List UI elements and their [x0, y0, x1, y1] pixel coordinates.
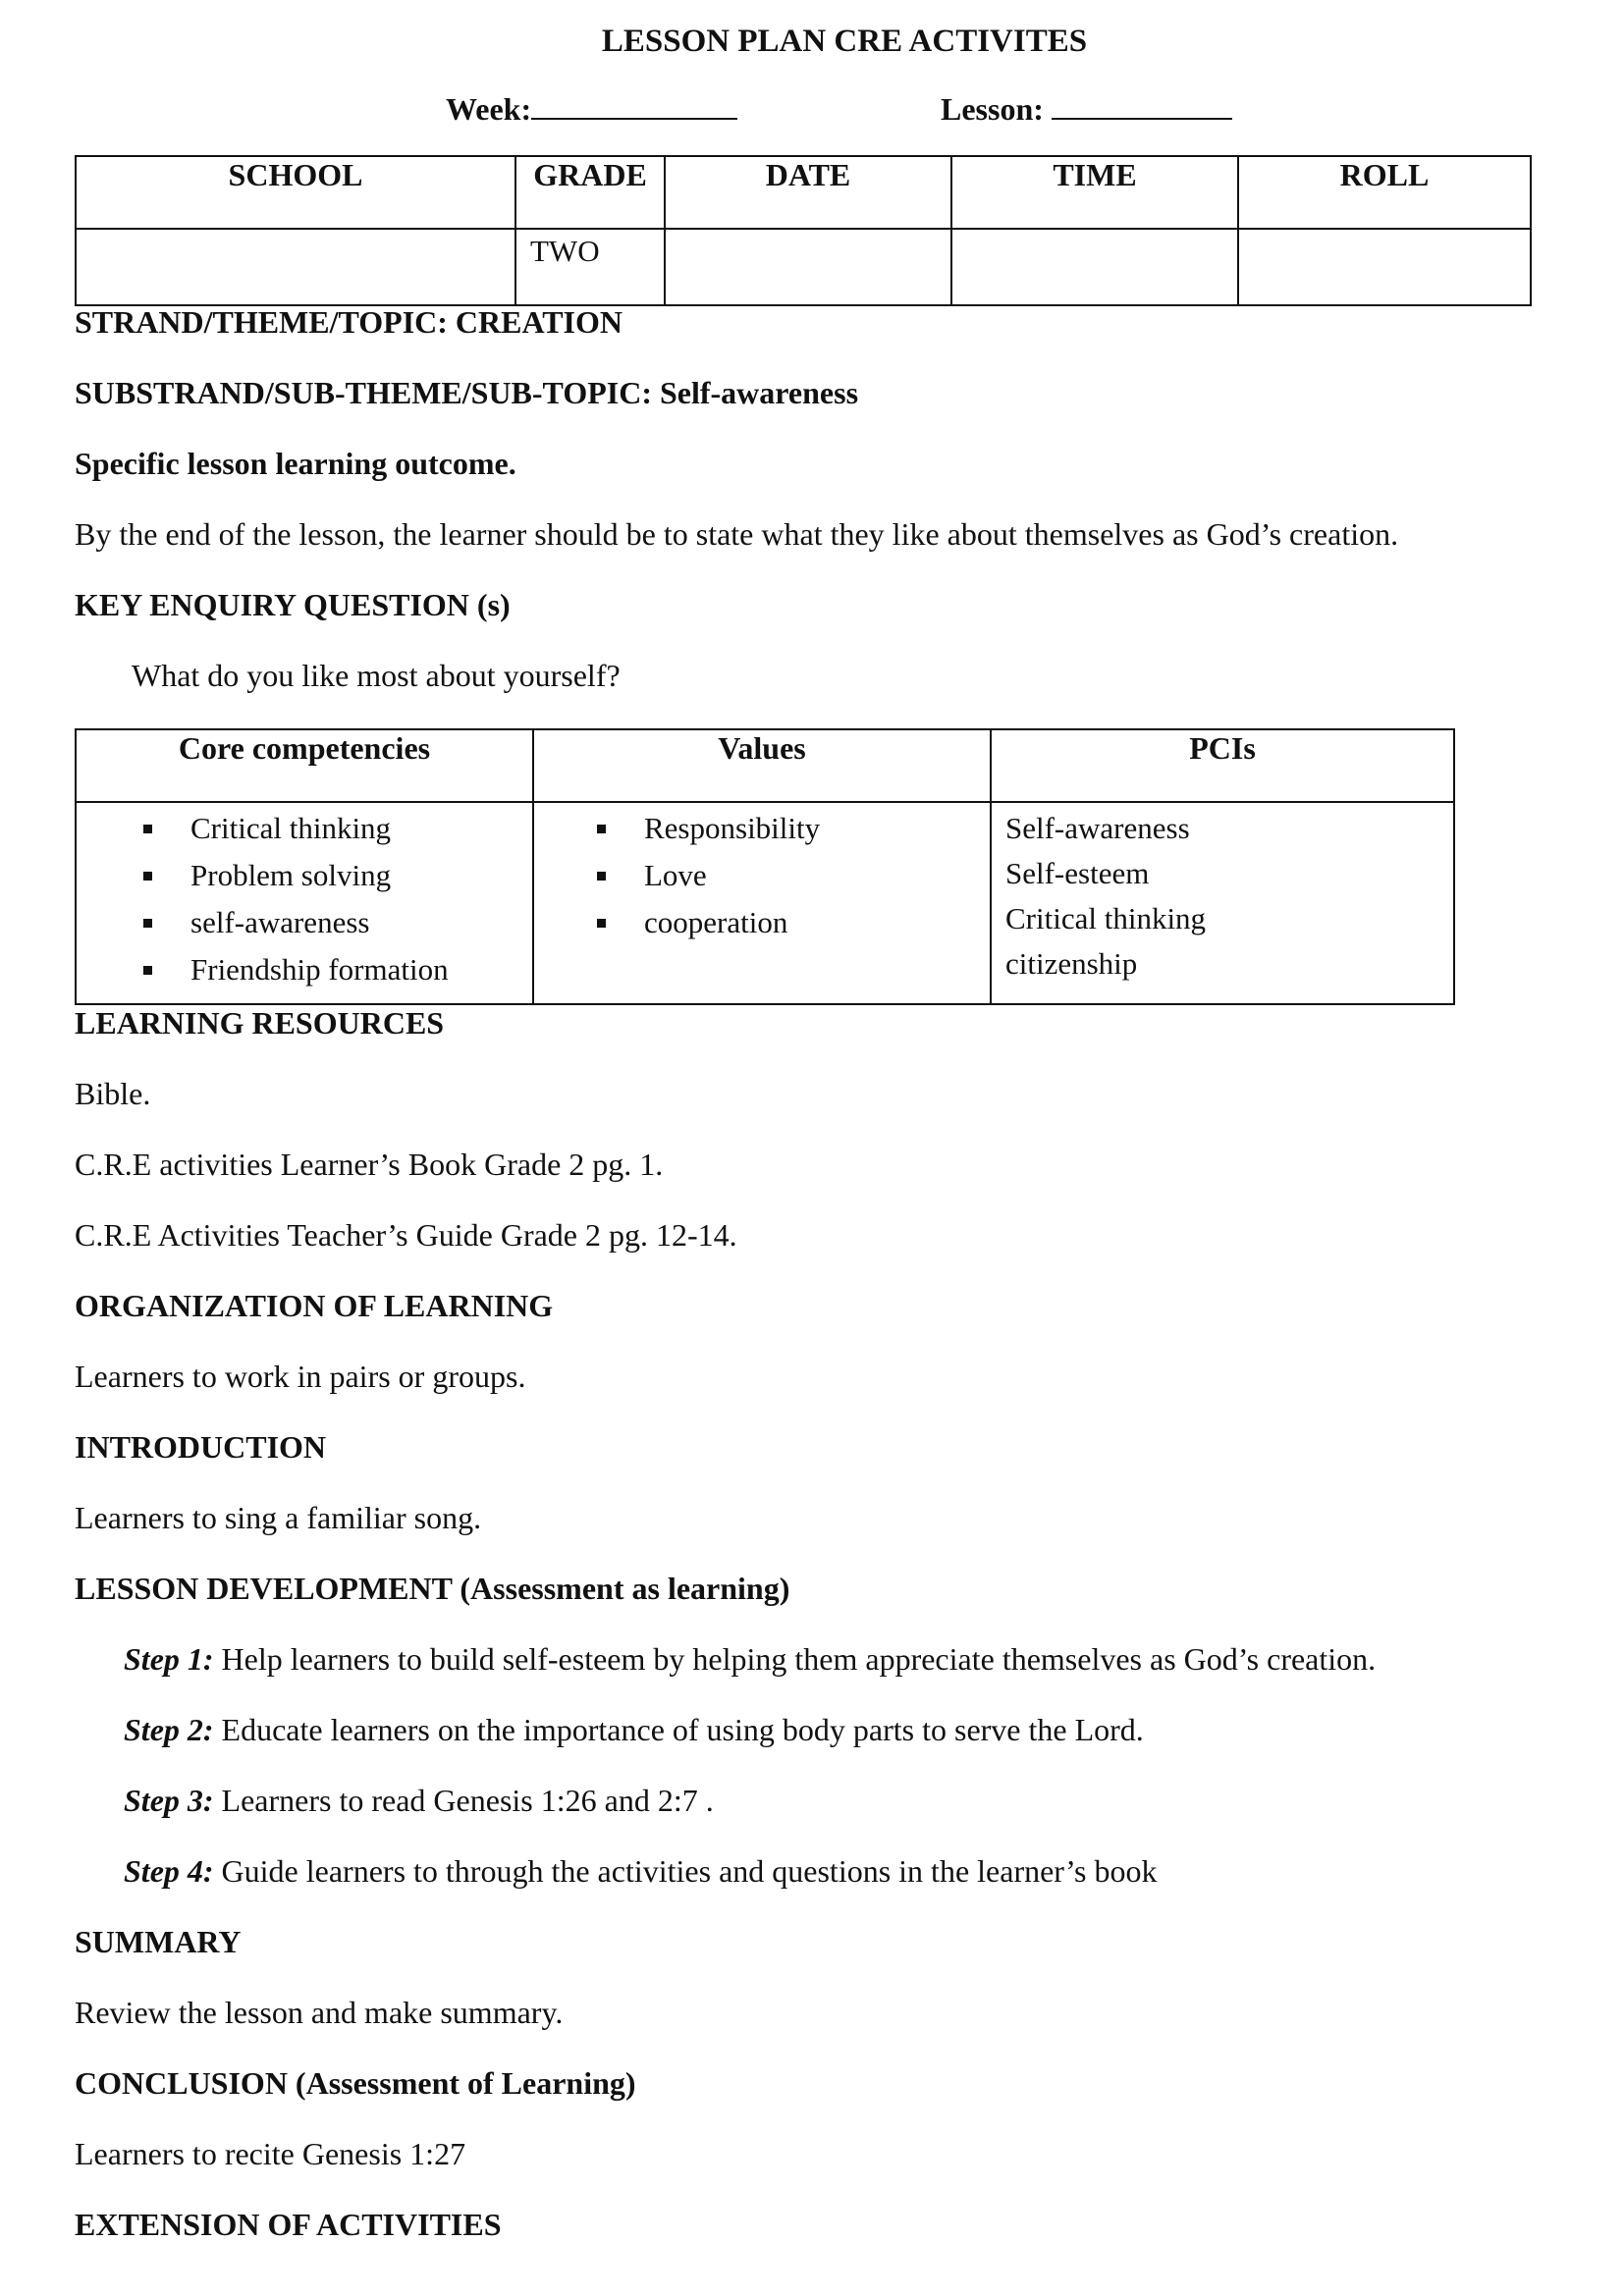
kiq-text: What do you like most about yourself?	[132, 658, 621, 693]
lesson-label: Lesson:	[941, 91, 1044, 127]
resources-heading: LEARNING RESOURCES	[75, 1005, 445, 1041]
introduction-text: Learners to sing a familiar song.	[75, 1500, 482, 1535]
step-2	[124, 1712, 1144, 1748]
resource-item: C.R.E Activities Teacher’s Guide Grade 2 pg. 12-14.	[75, 1217, 737, 1253]
roll-cell[interactable]	[1238, 229, 1531, 305]
col-time: TIME	[951, 156, 1238, 229]
list-item: self-awareness	[77, 901, 532, 948]
week-label: Week:	[446, 91, 532, 127]
step-text: Educate learners on the importance of using body parts to serve the Lord.	[221, 1712, 1144, 1747]
extension-heading: EXTENSION OF ACTIVITIES	[75, 2207, 502, 2242]
list-item: Love	[534, 854, 990, 901]
lesson-field	[941, 90, 1232, 128]
col-grade: GRADE	[515, 156, 665, 229]
outcome-text: By the end of the lesson, the learner should be to state what they like about themselves as God’s creation.	[75, 516, 1399, 552]
list-item: Self-awareness	[1005, 811, 1190, 845]
page-title: LESSON PLAN CRE ACTIVITES	[601, 24, 1088, 59]
organization-text: Learners to work in pairs or groups.	[75, 1359, 526, 1394]
step-text: Learners to read Genesis 1:26 and 2:7 .	[221, 1783, 714, 1818]
core-competencies-cell	[76, 802, 533, 1004]
lesson-blank[interactable]	[1052, 90, 1232, 120]
conclusion-text: Learners to recite Genesis 1:27	[75, 2136, 466, 2171]
development-heading: LESSON DEVELOPMENT (Assessment as learning)	[75, 1571, 790, 1606]
organization-heading: ORGANIZATION OF LEARNING	[75, 1288, 554, 1323]
step-label: Step 3:	[124, 1783, 214, 1818]
kiq-heading: KEY ENQUIRY QUESTION (s)	[75, 587, 511, 622]
summary-text: Review the lesson and make summary.	[75, 1995, 564, 2030]
step-text: Guide learners to through the activities and questions in the learner’s book	[221, 1853, 1158, 1889]
step-label: Step 1:	[124, 1641, 214, 1677]
time-cell[interactable]	[951, 229, 1238, 305]
list-item: Self-esteem	[1005, 856, 1150, 890]
outcome-heading: Specific lesson learning outcome.	[75, 446, 516, 481]
step-label: Step 4:	[124, 1853, 214, 1889]
list-item: Friendship formation	[77, 948, 532, 995]
competency-table	[75, 728, 1455, 1005]
date-cell[interactable]	[665, 229, 951, 305]
grade-cell[interactable]: TWO	[515, 229, 665, 305]
list-item: cooperation	[534, 901, 990, 948]
list-item: Problem solving	[77, 854, 532, 901]
strand: STRAND/THEME/TOPIC: CREATION	[75, 304, 623, 340]
resource-item: Bible.	[75, 1076, 151, 1111]
values-cell	[533, 802, 991, 1004]
col-roll: ROLL	[1238, 156, 1531, 229]
summary-heading: SUMMARY	[75, 1924, 242, 1959]
step-3	[124, 1783, 714, 1819]
col-date: DATE	[665, 156, 951, 229]
resource-item: C.R.E activities Learner’s Book Grade 2 pg. 1.	[75, 1147, 664, 1182]
header-pcis: PCIs	[991, 729, 1454, 802]
pcis-cell	[991, 802, 1454, 1004]
list-item: Responsibility	[534, 807, 990, 854]
step-4	[124, 1853, 1157, 1890]
list-item: Critical thinking	[77, 807, 532, 854]
header-values: Values	[533, 729, 991, 802]
col-school: SCHOOL	[76, 156, 515, 229]
introduction-heading: INTRODUCTION	[75, 1429, 327, 1465]
step-1	[124, 1641, 1376, 1678]
step-text: Help learners to build self-esteem by helping them appreciate themselves as God’s creation.	[221, 1641, 1377, 1677]
header-table	[75, 155, 1532, 306]
conclusion-heading: CONCLUSION (Assessment of Learning)	[75, 2065, 636, 2101]
week-field	[446, 90, 737, 128]
step-label: Step 2:	[124, 1712, 214, 1747]
school-cell[interactable]	[76, 229, 515, 305]
substrand: SUBSTRAND/SUB-THEME/SUB-TOPIC: Self-awareness	[75, 375, 859, 410]
list-item: citizenship	[1005, 946, 1138, 981]
list-item: Critical thinking	[1005, 901, 1207, 935]
week-blank[interactable]	[531, 90, 737, 120]
header-core-competencies: Core competencies	[76, 729, 533, 802]
